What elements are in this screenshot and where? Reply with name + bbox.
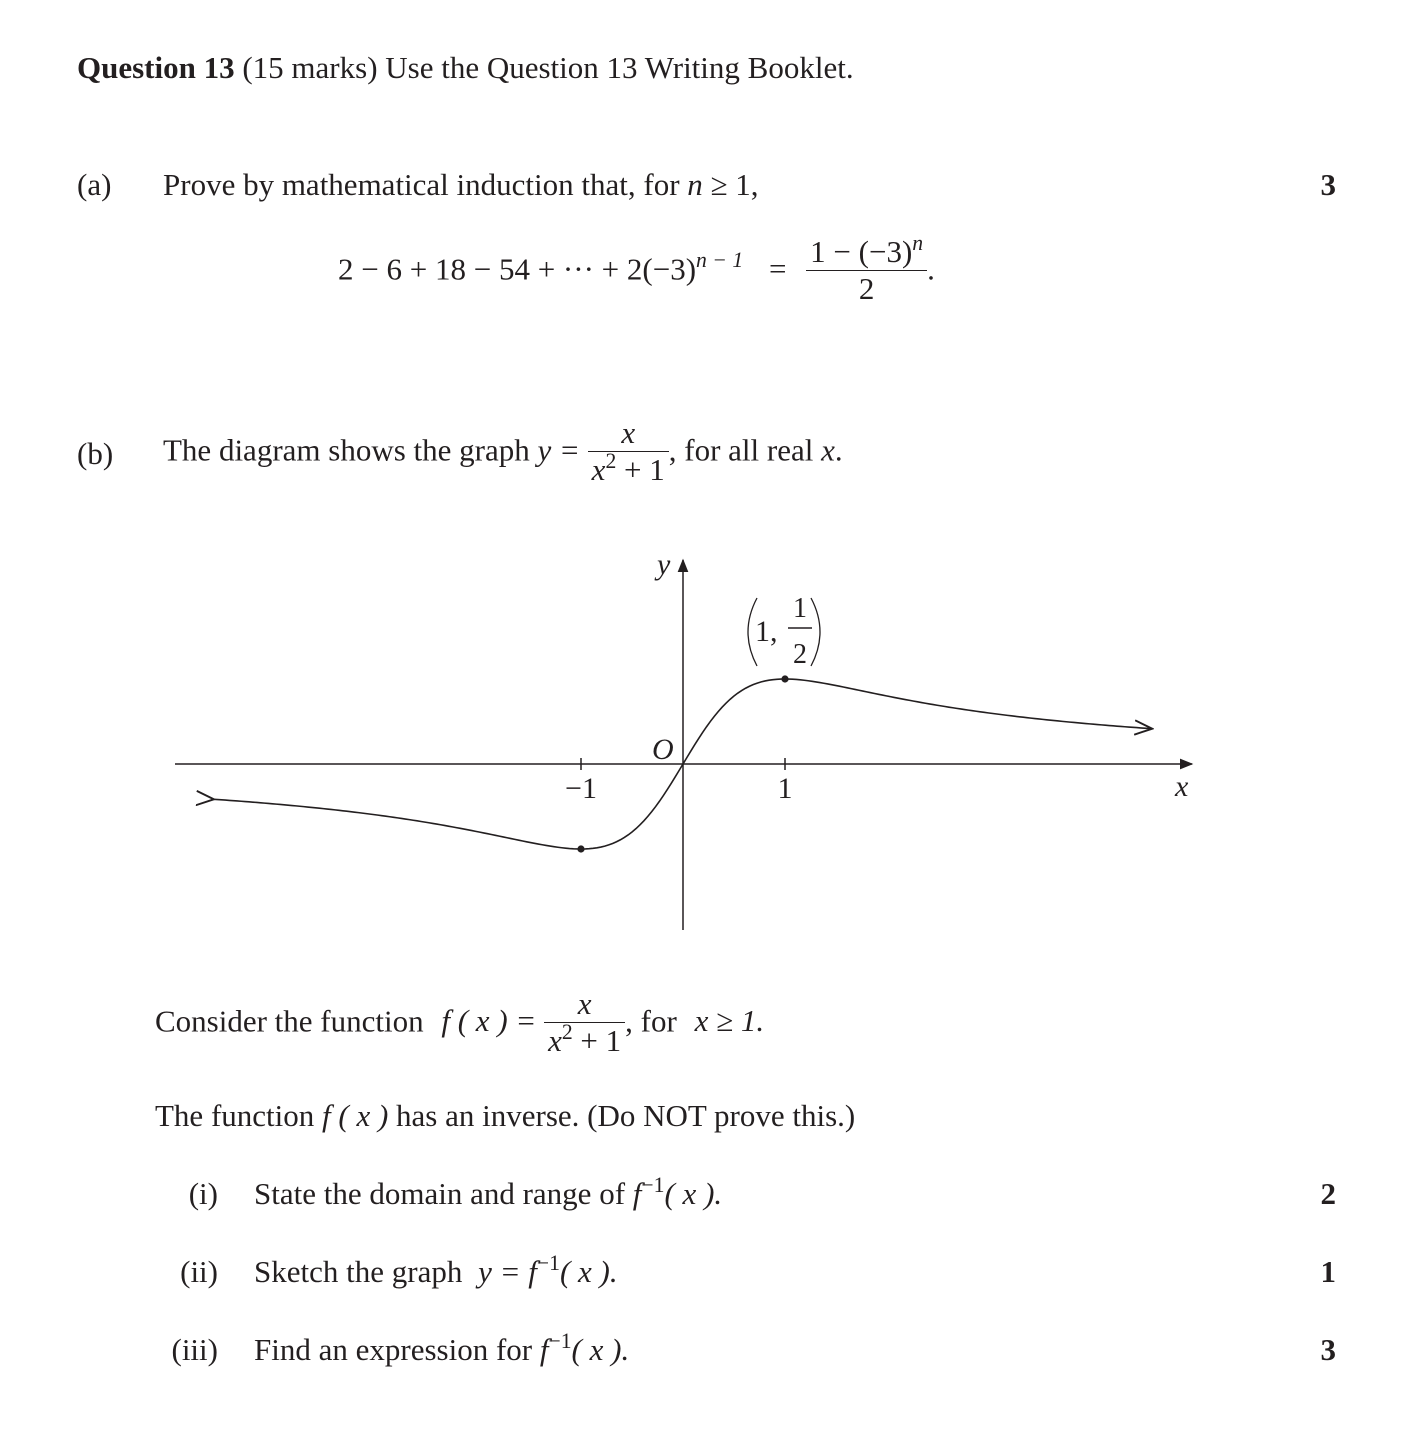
part-a-label: (a) <box>77 167 112 202</box>
subpart-iii-marks: 3 <box>1320 1332 1336 1367</box>
function-graph <box>0 530 1413 950</box>
question-header <box>77 50 854 86</box>
part-a-intro <box>163 167 759 203</box>
subpart-ii-expr: y = f <box>478 1254 537 1289</box>
f-den-exp: 2 <box>561 1019 573 1044</box>
part-b-lhs: y = <box>537 432 580 468</box>
part-b-fraction <box>588 415 669 487</box>
origin-label: O <box>652 733 674 766</box>
part-a-equation <box>338 231 935 308</box>
equation-period: . <box>927 251 935 287</box>
part-b-tail-var: x <box>821 432 835 468</box>
subpart-i-content <box>254 1173 723 1212</box>
subpart-iii-exp: −1 <box>548 1329 572 1354</box>
f-fraction <box>544 986 625 1058</box>
subpart-i-text: State the domain and range of <box>254 1176 626 1211</box>
subpart-ii-text: Sketch the graph <box>254 1254 463 1289</box>
point-label-prefix: 1, <box>755 615 778 648</box>
part-a-marks: 3 <box>1320 167 1336 202</box>
part-b-tail-end: . <box>834 432 843 468</box>
turning-point-label <box>748 593 820 670</box>
subpart-ii-content <box>254 1251 618 1290</box>
turning-point <box>577 845 584 852</box>
part-b-label: (b) <box>77 436 114 471</box>
part-b-frac-den-tail: + 1 <box>616 451 665 487</box>
subpart-iii-expr: f <box>539 1332 549 1367</box>
subpart-i-arg: ( x ). <box>664 1176 723 1211</box>
point-label-den: 2 <box>793 639 807 670</box>
question-label: Question 13 <box>77 50 235 85</box>
part-b-tail: , for all real <box>668 432 814 468</box>
f-domain: x ≥ 1. <box>694 1003 765 1039</box>
f-num: x <box>544 986 625 1023</box>
consider-text: Consider the function <box>155 1003 424 1039</box>
subpart-ii-arg: ( x ). <box>559 1254 618 1289</box>
part-b-frac-num: x <box>588 415 669 452</box>
subpart-i-expr: f <box>632 1176 642 1211</box>
inverse-line <box>155 1098 855 1134</box>
turning-point <box>781 675 788 682</box>
part-b-frac-den-exp: 2 <box>605 448 617 473</box>
inverse-fx: f ( x ) <box>322 1098 389 1133</box>
subpart-iii <box>0 1329 1413 1372</box>
inverse-text-1: The function <box>155 1098 315 1133</box>
equation-rhs-numerator: 1 − (−3) <box>810 234 913 269</box>
subpart-ii-exp: −1 <box>536 1251 560 1276</box>
subpart-iii-arg: ( x ). <box>571 1332 630 1367</box>
equation-rhs-denominator: 2 <box>858 270 875 306</box>
f-lhs: f ( x ) = <box>441 1003 537 1039</box>
equation-rhs-fraction <box>806 231 927 306</box>
subpart-ii-marks: 1 <box>1320 1254 1336 1289</box>
equation-lhs-exponent: n − 1 <box>696 248 744 273</box>
consider-line <box>155 988 764 1060</box>
x-tick-label: 1 <box>777 772 793 805</box>
subpart-ii <box>0 1251 1413 1294</box>
subpart-i-exp: −1 <box>641 1173 665 1198</box>
subpart-iii-text: Find an expression for <box>254 1332 533 1367</box>
part-a-var-n: n <box>687 167 703 202</box>
equation-equals: = <box>768 251 787 287</box>
part-b-frac-den: x <box>591 451 606 487</box>
f-den-tail: + 1 <box>572 1022 622 1058</box>
f-den: x <box>548 1022 562 1058</box>
point-label-num: 1 <box>793 593 807 624</box>
subpart-iii-label: (iii) <box>171 1332 218 1367</box>
x-tick-label: −1 <box>565 772 597 805</box>
equation-lhs: 2 − 6 + 18 − 54 + ··· + 2(−3) <box>338 251 697 287</box>
equation-rhs-exponent: n <box>912 231 924 256</box>
y-axis-label: y <box>657 548 671 581</box>
subpart-ii-label: (ii) <box>180 1254 218 1289</box>
x-axis-label: x <box>1175 770 1189 803</box>
part-a-condition: ≥ 1, <box>710 167 759 202</box>
part-b-intro <box>163 417 843 489</box>
part-b-intro-text: The diagram shows the graph <box>163 432 530 468</box>
subpart-iii-content <box>254 1329 630 1368</box>
inverse-text-2: has an inverse. (Do NOT prove this.) <box>396 1098 856 1133</box>
part-a-intro-text: Prove by mathematical induction that, for <box>163 167 680 202</box>
question-marks-text: (15 marks) Use the Question 13 Writing Booklet. <box>242 50 854 85</box>
f-tail: , for <box>625 1003 677 1039</box>
subpart-i <box>0 1173 1413 1216</box>
subpart-i-marks: 2 <box>1320 1176 1336 1211</box>
subpart-i-label: (i) <box>188 1176 218 1211</box>
